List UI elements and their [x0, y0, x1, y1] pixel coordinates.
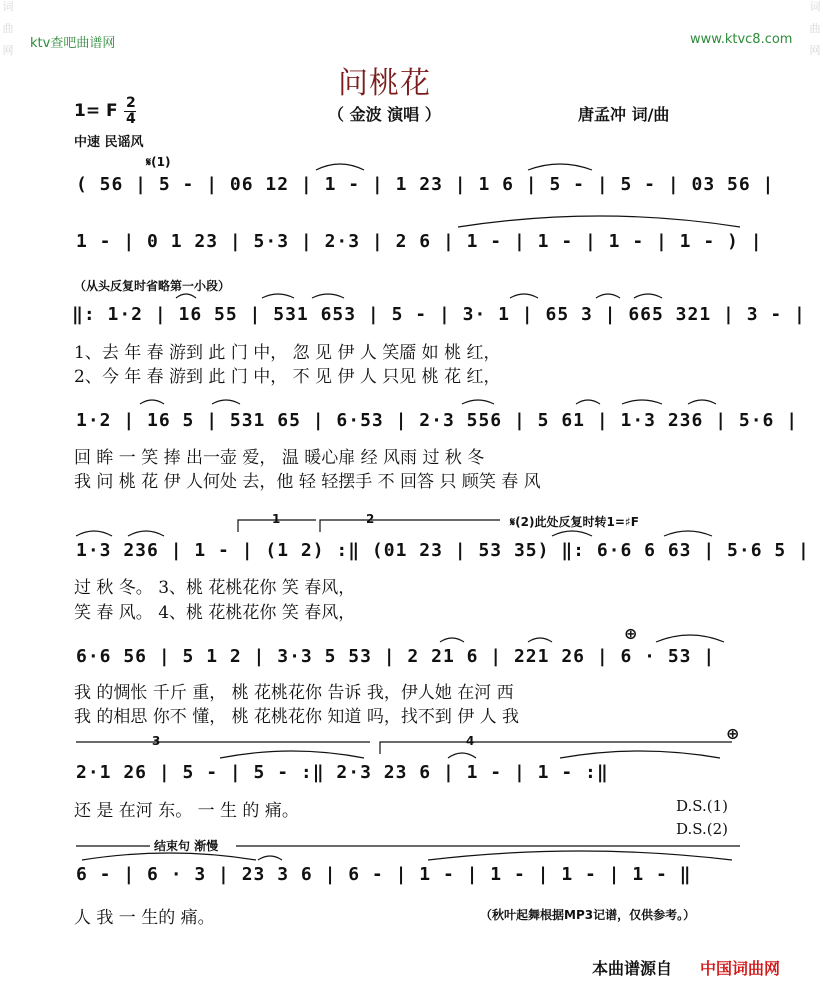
lyrics-row-5-verse-1: 过 秋 冬。 3、桃 花桃花你 笑 春风，	[74, 578, 356, 598]
watermark-right-site: www.ktvc8.com	[690, 32, 793, 47]
slur	[128, 531, 164, 536]
lyrics-row-8: 人 我 一 生的 痛。	[74, 908, 215, 928]
music-row-3: ‖: 1·2 | 16 55 | 531 653 | 5 - | 3· 1 | 65 3 | 665 321 | 3 - |	[72, 304, 806, 325]
tie	[560, 751, 720, 758]
slur	[316, 164, 364, 170]
lyrics-row-4-verse-2: 我 问 桃 花 伊 人何处 去，他 轻 轻摆手 不 回答 只 顾笑 春 风	[74, 472, 541, 492]
tie	[428, 851, 732, 860]
tie	[220, 751, 364, 758]
slur	[634, 294, 662, 298]
slur	[312, 294, 344, 298]
music-row-2: 1 - | 0 1 23 | 5·3 | 2·3 | 2 6 | 1 - | 1 - | 1 - | 1 - ) |	[76, 231, 763, 252]
composer-credit: 唐孟冲 词/曲	[578, 105, 670, 124]
lyrics-row-5-verse-2: 笑 春 风。 4、桃 花桃花你 笑 春风，	[74, 603, 356, 623]
left-watermark-strip: 词 曲 网	[2, 0, 14, 57]
slur	[664, 531, 712, 536]
slur	[688, 400, 716, 404]
slur	[176, 294, 196, 298]
slur	[76, 531, 112, 536]
lyrics-row-3-verse-1: 1、去 年 春 游到 此 门 中， 忽 见 伊 人 笑靥 如 桃 红，	[74, 343, 501, 363]
transcription-credit: （秋叶起舞根据MP3记谱，仅供参考。）	[480, 908, 696, 922]
repeat-note: （从头反复时省略第一小段）	[74, 279, 231, 293]
ds-2-marking: D.S.(2)	[676, 820, 729, 838]
song-title: 问桃花	[338, 66, 431, 101]
coda-mark-2: ⊕	[726, 724, 740, 743]
slur	[262, 294, 294, 298]
music-row-4: 1·2 | 16 5 | 531 65 | 6·53 | 2·3 556 | 5 61 | 1·3 236 | 5·6 |	[76, 410, 799, 431]
music-row-7: 2·1 26 | 5 - | 5 - :‖ 2·3 23 6 | 1 - | 1 - :‖	[76, 762, 609, 783]
lyrics-row-7: 还 是 在河 东。 一 生 的 痛。	[74, 801, 299, 821]
volta-1-label: 1	[272, 512, 281, 526]
volta-3-label: 3	[152, 734, 161, 748]
slur	[552, 531, 592, 536]
key-signature: 1= F	[74, 101, 118, 121]
volta-4-label: 4	[466, 734, 475, 748]
slur	[448, 753, 476, 758]
slur	[212, 400, 240, 404]
slur	[576, 400, 600, 404]
slur	[656, 635, 724, 642]
tie	[82, 853, 256, 860]
time-signature-top: 2	[126, 95, 136, 111]
lyrics-row-6-verse-1: 我 的惆怅 千斤 重， 桃 花桃花你 告诉 我，伊人她 在河 西	[74, 683, 514, 703]
ending-marking: 结束句 渐慢	[154, 839, 219, 853]
lyrics-row-6-verse-2: 我 的相思 你不 懂， 桃 花桃花你 知道 吗，找不到 伊 人 我	[74, 707, 520, 727]
slur	[510, 294, 538, 298]
time-signature-bottom: 4	[126, 111, 136, 127]
watermark-left-site: ktv查吧曲谱网	[30, 36, 116, 51]
lyrics-row-3-verse-2: 2、今 年 春 游到 此 门 中， 不 见 伊 人 只见 桃 花 红，	[74, 367, 501, 387]
footer-source-label: 本曲谱源自	[592, 959, 673, 978]
slur	[622, 400, 662, 404]
coda-mark-1: ⊕	[624, 624, 638, 643]
slur	[462, 400, 494, 404]
footer-site-name: 中国词曲网	[700, 959, 781, 978]
music-row-1: ( 56 | 5 - | 06 12 | 1 - | 1 23 | 1 6 | 5 - | 5 - | 03 56 |	[76, 174, 775, 195]
slur	[596, 294, 620, 298]
slur	[528, 164, 592, 170]
music-row-5: 1·3 236 | 1 - | (1 2) :‖ (01 23 | 53 35) ‖: 6·6 6 63 | 5·6 5 |	[76, 540, 810, 561]
right-watermark-strip: 词 曲 网	[809, 0, 821, 57]
music-row-6: 6·6 56 | 5 1 2 | 3·3 5 53 | 2 21 6 | 221 26 | 6 · 53 |	[76, 646, 716, 667]
music-row-8: 6 - | 6 · 3 | 23 3 6 | 6 - | 1 - | 1 - | 1 - | 1 - ‖	[76, 864, 692, 885]
segno-mark-2-note: 𝄋(2)此处反复时转1=♯F	[510, 515, 639, 529]
lyrics-row-4-verse-1: 回 眸 一 笑 捧 出一壶 爱， 温 暖心扉 经 风雨 过 秋 冬	[74, 448, 485, 468]
volta-2-label: 2	[366, 512, 375, 526]
ds-1-marking: D.S.(1)	[676, 797, 729, 815]
tempo-marking: 中速 民谣风	[74, 135, 144, 150]
slur	[140, 400, 164, 404]
segno-mark-1: 𝄋(1)	[146, 155, 171, 169]
slur	[528, 638, 552, 642]
slur	[440, 638, 464, 642]
singer-credit: （ 金波 演唱 ）	[328, 105, 441, 124]
slur	[258, 856, 282, 860]
tie	[458, 216, 740, 227]
